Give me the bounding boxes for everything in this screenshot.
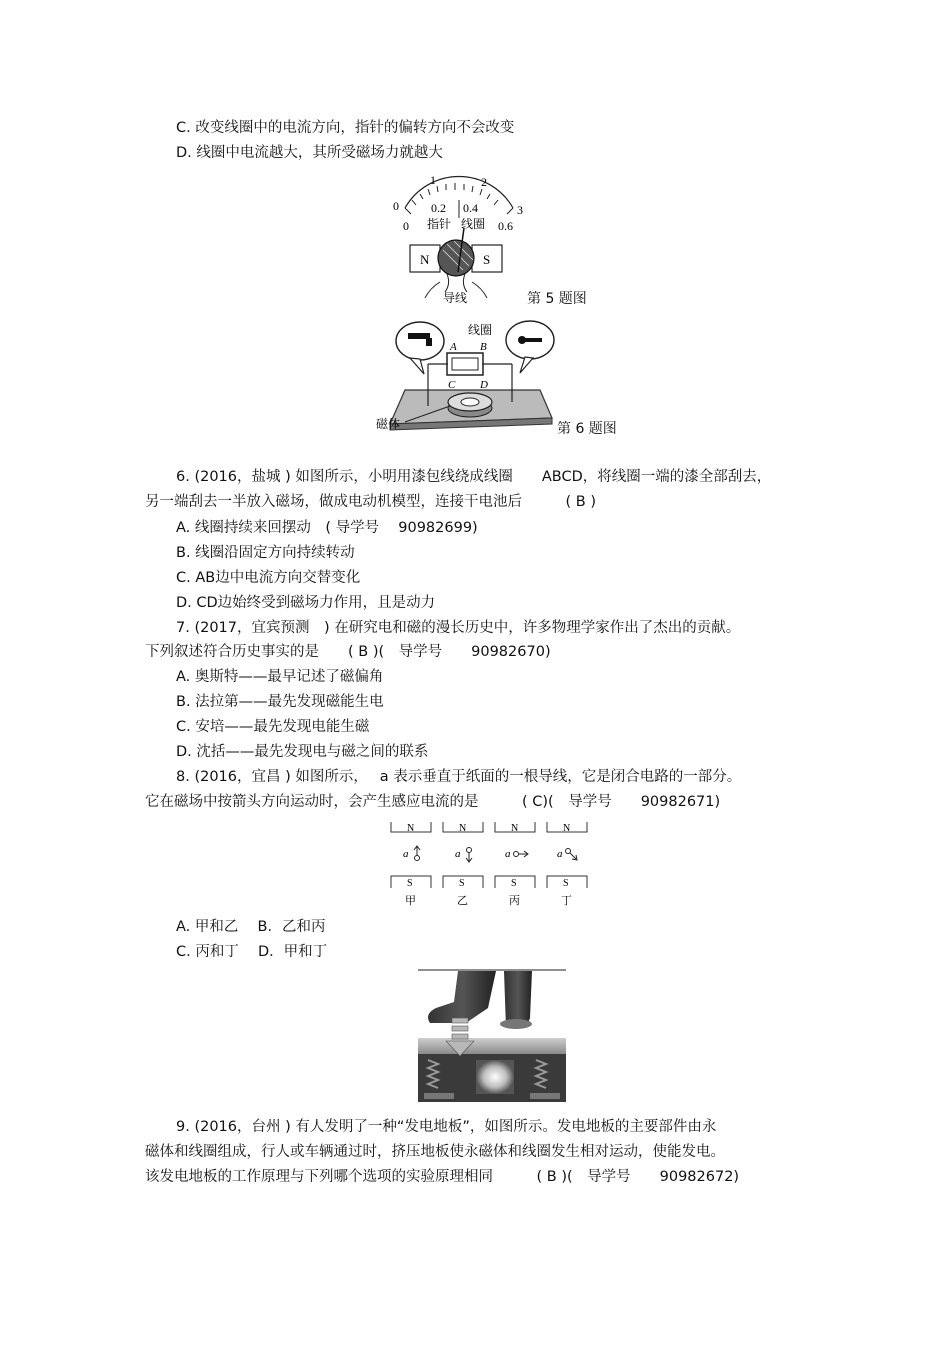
q7-option-d: D. 沈括——最先发现电与磁之间的联系: [176, 744, 429, 760]
panel-jia-label: 甲: [405, 895, 416, 907]
panel-bing-s: S: [511, 878, 517, 889]
q7-stem-line-2: 下列叙述符合历史事实的是 ( B )( 导学号 90982670): [145, 644, 551, 660]
magnet-label: 磁体: [376, 417, 401, 431]
scale-bottom-02: 0.2: [431, 201, 446, 215]
scale-top-1: 1: [430, 173, 436, 187]
q6-stem-line-2: 另一端刮去一半放入磁场，做成电动机模型，连接干电池后 ( B ): [145, 494, 596, 510]
panel-ding-n: N: [563, 823, 571, 834]
q8-stem-line-1: 8. (2016，宜昌 ) 如图所示， a 表示垂直于纸面的一根导线，它是闭合电路的一部分。: [176, 769, 742, 785]
q7-option-c: C. 安培——最先发现电能生磁: [176, 719, 370, 735]
figure-5-caption: 第 5 题图: [527, 291, 587, 307]
panel-yi: [443, 822, 483, 907]
panel-bing-wire: a: [505, 848, 511, 860]
corner-a: A: [450, 341, 457, 353]
panel-ding-wire: a: [557, 848, 563, 860]
q6-option-c: C. AB边中电流方向交替变化: [176, 570, 361, 586]
scale-top-2: 2: [481, 175, 487, 189]
panel-jia: [391, 822, 431, 907]
generating-floor-photo: [418, 968, 566, 1103]
q9-stem-line-1: 9. (2016，台州 ) 有人发明了一种“发电地板”，如图所示。发电地板的主要部件由永: [176, 1119, 717, 1135]
motor-model-figure: [370, 318, 560, 433]
q8-option-ab: A. 甲和乙 B．乙和丙: [176, 919, 326, 935]
panel-jia-s: S: [407, 878, 413, 889]
panel-ding-s: S: [563, 878, 569, 889]
q9-stem-line-3: 该发电地板的工作原理与下列哪个选项的实验原理相同 ( B )( 导学号 90982672): [145, 1169, 740, 1185]
corner-c: C: [448, 379, 456, 391]
q6-option-b: B. 线圈沿固定方向持续转动: [176, 545, 355, 561]
q6-stem-line-1: 6. (2016，盐城 ) 如图所示，小明用漆包线绕成线圈 ABCD，将线圈一端的漆全部刮去，: [176, 469, 772, 485]
q6-option-a: A. 线圈持续来回摆动 ( 导学号 90982699): [176, 520, 478, 536]
panel-jia-wire: a: [403, 848, 409, 860]
pole-n: N: [420, 252, 430, 267]
q5-option-d: D. 线圈中电流越大，其所受磁场力就越大: [176, 145, 443, 161]
induced-current-figure: [385, 818, 595, 910]
q8-option-cd: C. 丙和丁 D．甲和丁: [176, 944, 328, 960]
panel-bing-label: 丙: [509, 895, 520, 907]
scale-top-3: 3: [517, 203, 523, 217]
q7-option-a: A. 奥斯特——最早记述了磁偏角: [176, 669, 384, 685]
galvanometer-figure: [385, 170, 525, 308]
pole-s: S: [483, 252, 491, 267]
panel-ding-label: 丁: [561, 895, 572, 907]
panel-yi-n: N: [459, 823, 467, 834]
scale-bottom-0: 0: [403, 219, 409, 233]
wire-label: 导线: [443, 291, 468, 305]
q9-stem-line-2: 磁体和线圈组成，行人或车辆通过时，挤压地板使永磁体和线圈发生相对运动，使能发电。: [145, 1144, 725, 1160]
coil-label: 线圈: [461, 217, 486, 231]
q8-stem-line-2: 它在磁场中按箭头方向运动时，会产生感应电流的是 ( C)( 导学号 90982671): [145, 794, 721, 810]
coil-label: 线圈: [468, 323, 493, 337]
corner-d: D: [480, 379, 488, 391]
figure-6-caption: 第 6 题图: [557, 421, 617, 437]
scale-bottom-04: 0.4: [463, 201, 478, 215]
panel-yi-label: 乙: [457, 895, 468, 907]
scale-bottom-06: 0.6: [498, 219, 513, 233]
q7-option-b: B. 法拉第——最先发现磁能生电: [176, 694, 384, 710]
q6-option-d: D. CD边始终受到磁场力作用，且是动力: [176, 595, 436, 611]
panel-yi-s: S: [459, 878, 465, 889]
q5-option-c: C. 改变线圈中的电流方向，指针的偏转方向不会改变: [176, 120, 515, 136]
panel-bing-n: N: [511, 823, 519, 834]
corner-b: B: [480, 341, 487, 353]
scale-top-0: 0: [393, 199, 399, 213]
panel-jia-n: N: [407, 823, 415, 834]
q7-stem-line-1: 7. (2017，宜宾预测 ) 在研究电和磁的漫长历史中，许多物理学家作出了杰出的贡献。: [176, 620, 741, 636]
panel-bing: [495, 822, 535, 907]
pointer-label: 指针: [427, 217, 452, 231]
panel-ding: [547, 822, 587, 907]
panel-yi-wire: a: [455, 848, 461, 860]
